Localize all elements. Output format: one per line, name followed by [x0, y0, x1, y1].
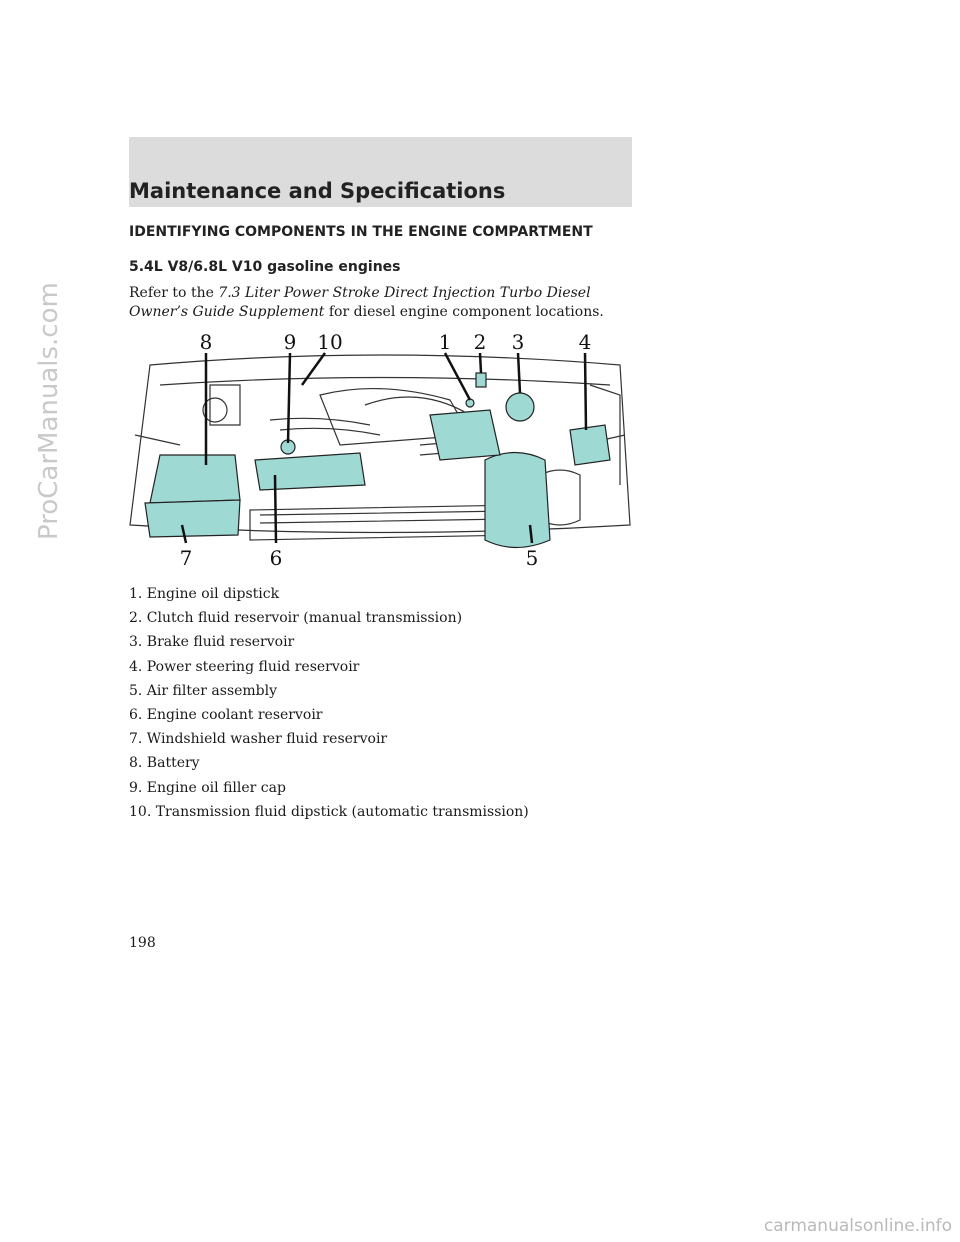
callout-2: 2 [473, 330, 487, 354]
callout-1: 1 [438, 330, 452, 354]
washer-reservoir-shape [145, 500, 240, 537]
list-item: 3. Brake fluid reservoir [129, 634, 295, 651]
callout-3: 3 [511, 330, 525, 354]
list-item: 10. Transmission fluid dipstick (automatic transmission) [129, 803, 529, 820]
list-item: 9. Engine oil filler cap [129, 779, 286, 796]
callout-5: 5 [525, 546, 539, 570]
list-item: 2. Clutch fluid reservoir (manual transmission) [129, 610, 463, 627]
callout-8: 8 [199, 330, 213, 354]
list-item: 8. Battery [129, 755, 200, 772]
page-number: 198 [129, 935, 156, 951]
list-item: 4. Power steering fluid reservoir [129, 658, 360, 675]
brake-reservoir-shape [506, 393, 534, 421]
coolant-reservoir-shape [255, 453, 365, 490]
section-title: Maintenance and Specifications [129, 179, 506, 203]
component-list [129, 582, 529, 824]
callout-4: 4 [578, 330, 592, 354]
callout-numbers-top [200, 330, 592, 354]
page-heading: IDENTIFYING COMPONENTS IN THE ENGINE COMPARTMENT [129, 224, 593, 240]
engine-compartment-illustration [120, 325, 640, 575]
footer-logo: carmanualsonline.info [763, 1216, 952, 1236]
dipstick-handle-shape [466, 399, 474, 407]
engine-subheading: 5.4L V8/6.8L V10 gasoline engines [129, 259, 401, 275]
callout-10: 10 [317, 330, 343, 354]
callout-7: 7 [179, 546, 193, 570]
callout-numbers-bottom [180, 546, 539, 570]
air-filter-shape [485, 453, 550, 548]
callout-6: 6 [269, 546, 283, 570]
list-item: 6. Engine coolant reservoir [129, 706, 323, 723]
refer-paragraph [129, 284, 629, 322]
air-intake-shape [430, 410, 500, 460]
refer-suffix: for diesel engine component locations. [328, 304, 604, 320]
list-item: 5. Air filter assembly [129, 682, 278, 699]
engine-diagram-svg [120, 325, 640, 575]
list-item: 7. Windshield washer fluid reservoir [129, 731, 388, 748]
power-steering-reservoir-shape [570, 425, 610, 465]
battery-shape [150, 455, 240, 503]
callout-9: 9 [283, 330, 297, 354]
refer-supplement-title: 7.3 Liter Power Stroke Direct Injection Turbo Diesel Owner’s Guide Supplement [129, 285, 591, 320]
watermark-text: ProCarManuals.com [34, 282, 64, 540]
refer-prefix: Refer to the [129, 285, 219, 301]
list-item: 1. Engine oil dipstick [129, 586, 280, 602]
clutch-reservoir-shape [476, 373, 486, 387]
